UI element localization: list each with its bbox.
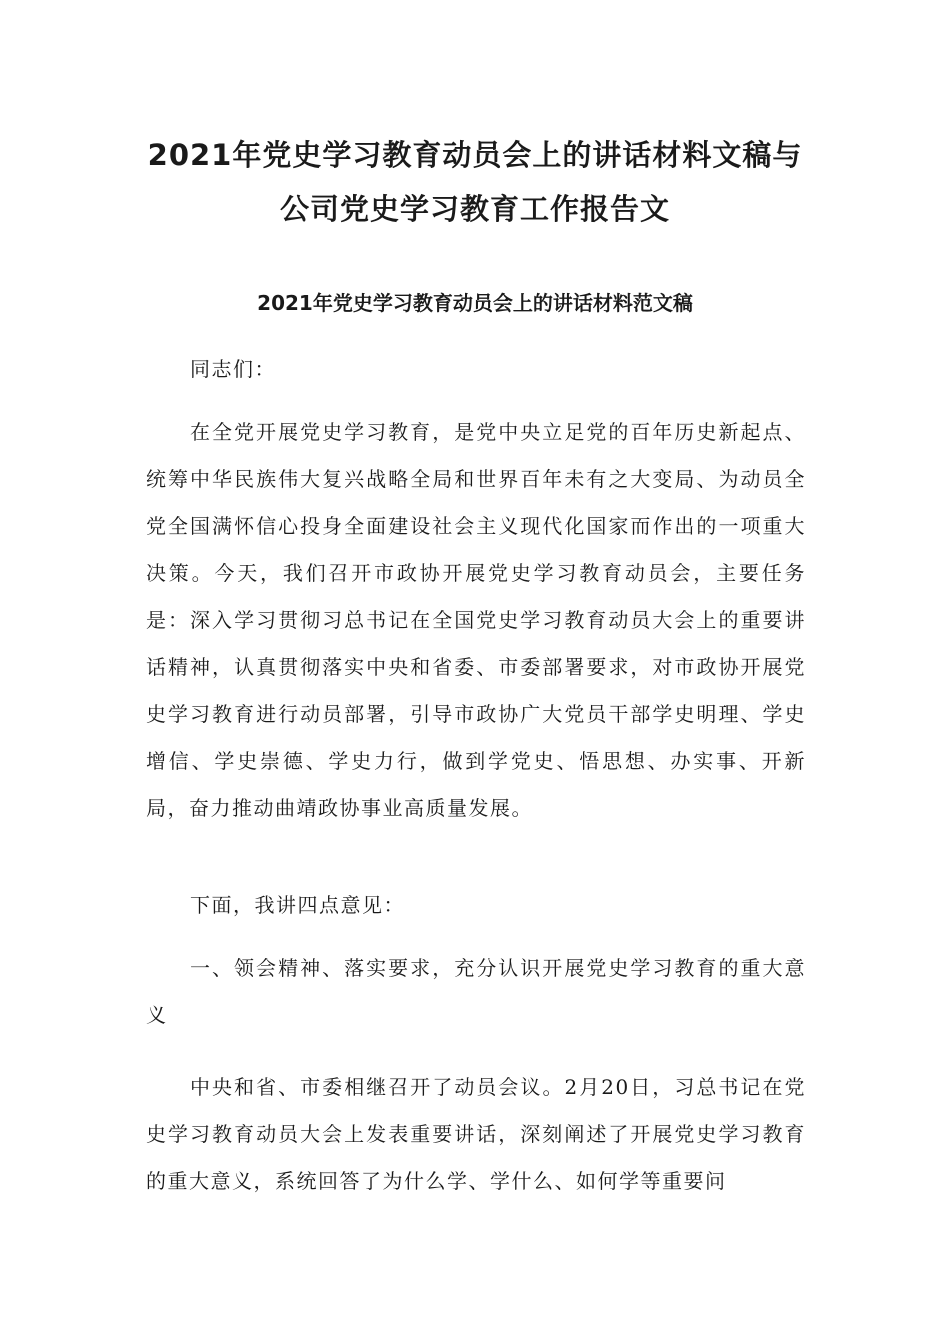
document-subtitle: 2021年党史学习教育动员会上的讲话材料范文稿	[257, 291, 693, 315]
section-heading-1: 一、领会精神、落实要求，充分认识开展党史学习教育的重大意义	[146, 956, 806, 1027]
main-paragraph: 在全党开展党史学习教育，是党中央立足党的百年历史新起点、统筹中华民族伟大复兴战略全局和世界百年未有之大变局、为动员全党全国满怀信心投身全面建设社会主义现代化国家而作出的一项重大决策。今天，我们召开市政协开展党史学习教育动员会，主要任务是：深入学习贯彻习总书记在全国党史学习教育动员大会上的重要讲话精神，认真贯彻落实中央和省委、市委部署要求，对市政协开展党史学习教育进行动员部署，引导市政协广大党员干部学史明理、学史增信、学史崇德、学史力行，做到学党史、悟思想、办实事、开新局，奋力推动曲靖政协事业高质量发展。	[146, 420, 806, 820]
document-title: 2021年党史学习教育动员会上的讲话材料文稿与公司党史学习教育工作报告文	[147, 138, 803, 226]
greeting-paragraph: 同志们：	[190, 357, 276, 381]
intro-paragraph: 下面，我讲四点意见：	[190, 893, 405, 917]
body-paragraph-2: 中央和省、市委相继召开了动员会议。2月20日，习总书记在党史学习教育动员大会上发表重要讲话，深刻阐述了开展党史学习教育的重大意义，系统回答了为什么学、学什么、如何学等重要问	[146, 1075, 806, 1193]
